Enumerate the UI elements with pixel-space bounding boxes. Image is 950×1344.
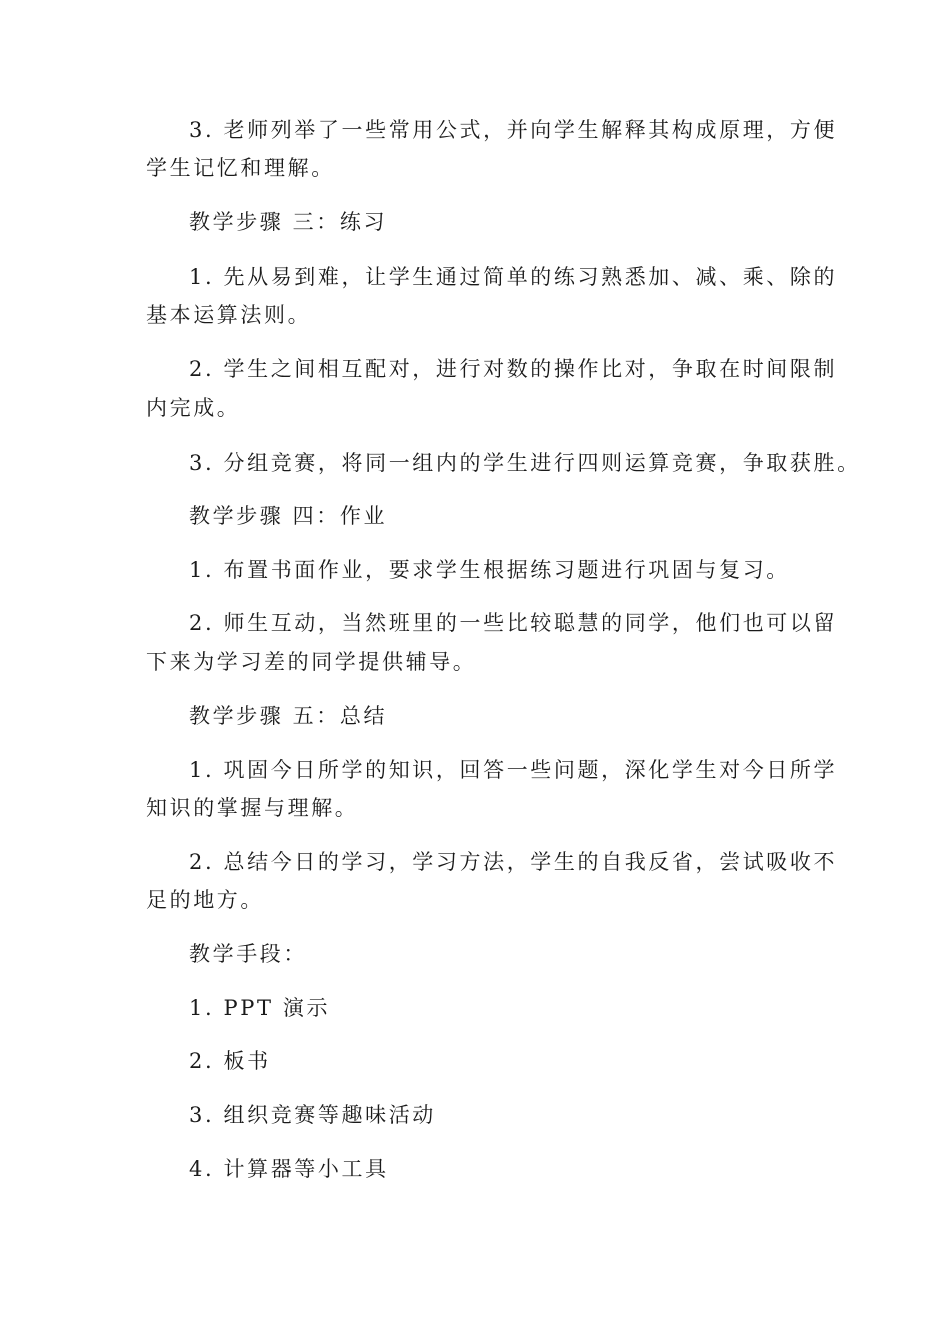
list-item: 3. 组织竞赛等趣味活动 [189,1103,436,1127]
paragraph-line: 2. 师生互动，当然班里的一些比较聪慧的同学，他们也可以留 [189,611,838,635]
paragraph-line: 足的地方。 [146,888,264,912]
paragraph-line: 基本运算法则。 [146,303,312,327]
paragraph-line: 1. 先从易到难，让学生通过简单的练习熟悉加、减、乘、除的 [189,265,838,289]
list-item: 1. PPT 演示 [189,996,331,1020]
paragraph-line: 2. 学生之间相互配对，进行对数的操作比对，争取在时间限制 [189,357,838,381]
paragraph-line: 知识的掌握与理解。 [146,796,359,820]
paragraph-line: 2. 总结今日的学习，学习方法，学生的自我反省，尝试吸收不 [189,850,838,874]
paragraph-line: 3. 分组竞赛，将同一组内的学生进行四则运算竞赛，争取获胜。 [189,451,861,475]
section-heading: 教学手段： [189,942,307,966]
paragraph-line: 下来为学习差的同学提供辅导。 [146,650,477,674]
list-item: 4. 计算器等小工具 [189,1157,389,1181]
section-heading: 教学步骤 三：练习 [189,210,388,234]
list-item: 2. 板书 [189,1049,271,1073]
paragraph-line: 学生记忆和理解。 [146,156,335,180]
paragraph-line: 1. 布置书面作业，要求学生根据练习题进行巩固与复习。 [189,558,790,582]
paragraph-line: 内完成。 [146,396,241,420]
paragraph-line: 1. 巩固今日所学的知识，回答一些问题，深化学生对今日所学 [189,758,838,782]
section-heading: 教学步骤 四：作业 [189,504,388,528]
paragraph-line: 3. 老师列举了一些常用公式，并向学生解释其构成原理，方便 [189,118,838,142]
section-heading: 教学步骤 五：总结 [189,704,388,728]
